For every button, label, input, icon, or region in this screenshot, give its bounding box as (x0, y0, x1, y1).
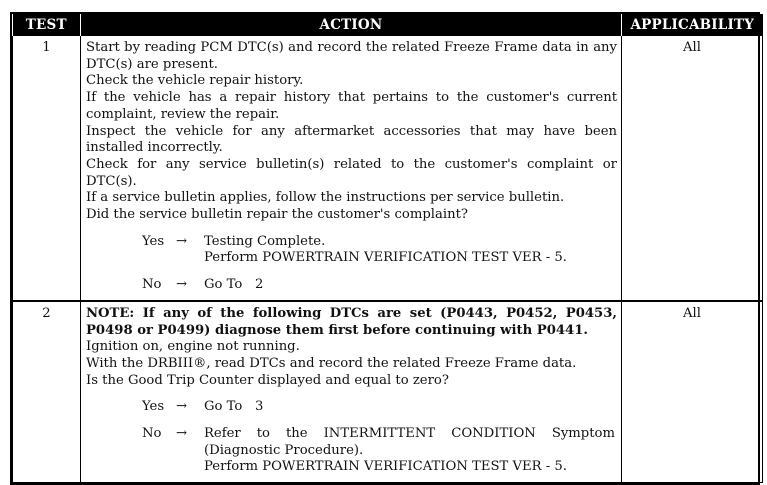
header-test: TEST (13, 14, 81, 36)
result-line: Perform POWERTRAIN VERIFICATION TEST VER - 5. (204, 459, 567, 475)
action-question: Did the service bulletin repair the customer's complaint? (86, 207, 468, 223)
action-line: With the DRBIII®, read DTCs and record the related Freeze Frame data. (86, 355, 577, 371)
action-line: Ignition on, engine not running. (86, 339, 300, 355)
yes-result (204, 399, 617, 416)
action-line: Inspect the vehicle for any aftermarket accessories that may have been installed incorrectly. (86, 123, 617, 156)
result-line: Perform POWERTRAIN VERIFICATION TEST VER - 5. (204, 250, 567, 266)
action-line: If a service bulletin applies, follow the instructions per service bulletin. (86, 190, 565, 206)
table-row (13, 301, 763, 483)
yes-branch (142, 399, 617, 416)
applicability-value: All (622, 301, 763, 483)
arrow-icon: → (176, 399, 188, 415)
header-action: ACTION (81, 14, 622, 36)
diagnostic-test-table (10, 12, 760, 485)
applicability-value: All (622, 36, 763, 301)
yes-result (204, 234, 617, 267)
yes-label: Yes (142, 233, 165, 249)
table-header-row (13, 14, 763, 36)
header-applicability: APPLICABILITY (622, 14, 763, 36)
action-cell (81, 301, 622, 483)
yes-label: Yes (142, 399, 165, 415)
result-line: Go To 3 (204, 399, 264, 415)
action-line: Check for any service bulletin(s) related to the customer's complaint or DTC(s). (86, 156, 617, 189)
arrow-icon: → (176, 426, 188, 442)
no-result (204, 277, 617, 294)
action-line: If the vehicle has a repair history that pertains to the customer's current complaint, review the repair. (86, 90, 617, 122)
arrow-icon: → (176, 277, 188, 293)
action-line: Start by reading PCM DTC(s) and record the related Freeze Frame data in any DTC(s) are present. (86, 40, 617, 72)
test-number: 1 (13, 36, 81, 301)
result-line: Go To 2 (204, 277, 264, 293)
no-result (204, 426, 617, 476)
result-line: Refer to the INTERMITTENT CONDITION Symptom (Diagnostic Procedure). (204, 426, 615, 458)
action-question: Is the Good Trip Counter displayed and equal to zero? (86, 372, 449, 388)
no-label: No (142, 426, 162, 442)
test-number: 2 (13, 301, 81, 483)
action-line: Check the vehicle repair history. (86, 73, 304, 89)
action-cell (81, 36, 622, 301)
note-text: NOTE: If any of the following DTCs are set (P0443, P0452, P0453, P0498 or P0499) diagnose them first before continuing with P0441. (86, 305, 617, 338)
arrow-icon: → (176, 233, 188, 249)
yes-branch (142, 234, 617, 267)
no-branch (142, 277, 617, 294)
result-line: Testing Complete. (204, 233, 326, 249)
no-label: No (142, 277, 162, 293)
no-branch (142, 426, 617, 476)
table-row (13, 36, 763, 301)
